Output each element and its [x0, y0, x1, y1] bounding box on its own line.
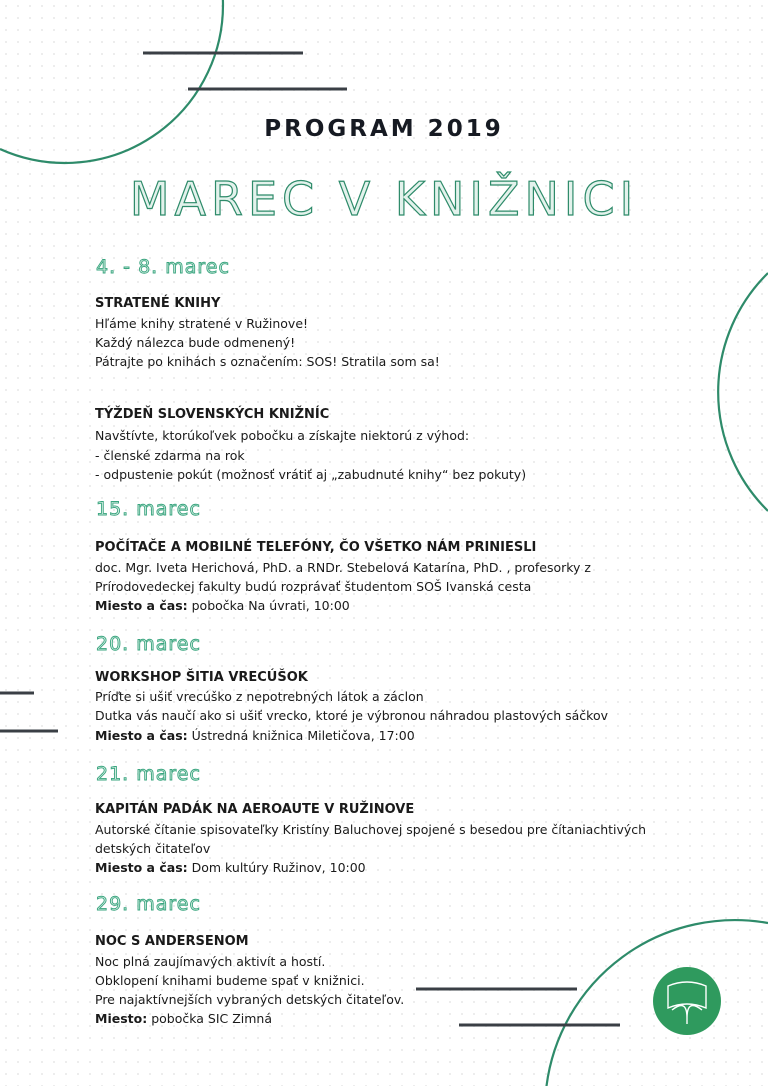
program-year-heading: PROGRAM 2019	[264, 116, 504, 142]
event-description-line: detských čitateľov	[95, 841, 211, 856]
event-description-line: Prírodovedeckej fakulty budú rozprávať študentom SOŠ Ivanská cesta	[95, 579, 532, 594]
book-plant-icon	[653, 967, 721, 1035]
place-label: Miesto a čas:	[95, 598, 188, 613]
event-description-line: - odpustenie pokút (možnosť vrátiť aj „zabudnuté knihy“ bez pokuty)	[95, 467, 527, 482]
section-date: 4. - 8. marec	[96, 256, 230, 278]
event-description-line: Dutka vás naučí ako si ušiť vrecko, ktoré je výbronou náhradou plastových sáčkov	[95, 708, 609, 723]
event-description-line: Navštívte, ktorúkoľvek pobočku a získajte niektorú z výhod:	[95, 428, 470, 443]
place-value: pobočka Na úvrati, 10:00	[187, 598, 350, 613]
event-description-line: Pátrajte po knihách s označením: SOS! Stratila som sa!	[95, 354, 440, 369]
event-place	[95, 860, 366, 875]
event-description-line: Každý nálezca bude odmenený!	[95, 335, 296, 350]
event-description-line: Hľáme knihy stratené v Ružinove!	[95, 316, 309, 331]
place-value: pobočka SIC Zimná	[147, 1011, 272, 1026]
place-value: Dom kultúry Ružinov, 10:00	[187, 860, 366, 875]
event-title: POČÍTAČE A MOBILNÉ TELEFÓNY, ČO VŠETKO NÁM PRINIESLI	[95, 540, 537, 555]
event-title: STRATENÉ KNIHY	[95, 296, 221, 311]
event-title: KAPITÁN PADÁK NA AEROAUTE V RUŽINOVE	[95, 802, 415, 817]
event-title: NOC S ANDERSENOM	[95, 934, 249, 949]
event-description-line: Autorské čítanie spisovateľky Kristíny Baluchovej spojené s besedou pre čítaniachtivých	[95, 822, 647, 837]
section-date: 21. marec	[96, 763, 201, 785]
place-label: Miesto:	[95, 1011, 148, 1026]
event-title: TÝŽDEŇ SLOVENSKÝCH KNIŽNÍC	[95, 407, 330, 422]
section-date: 20. marec	[96, 633, 201, 655]
event-place	[95, 1011, 272, 1026]
page-title: MAREC V KNIŽNICI	[129, 172, 639, 226]
place-label: Miesto a čas:	[95, 860, 188, 875]
section-date: 29. marec	[96, 893, 201, 915]
event-description-line: Príďte si ušiť vrecúško z nepotrebných látok a záclon	[95, 689, 424, 704]
section-date: 15. marec	[96, 498, 201, 520]
event-description-line: - členské zdarma na rok	[95, 448, 245, 463]
event-description-line: Obklopení knihami budeme spať v knižnici.	[95, 973, 365, 988]
event-description-line: doc. Mgr. Iveta Herichová, PhD. a RNDr. Stebelová Katarína, PhD. , profesorky z	[95, 560, 591, 575]
event-place	[95, 728, 415, 743]
event-description-line: Noc plná zaujímavých aktivít a hostí.	[95, 954, 326, 969]
place-label: Miesto a čas:	[95, 728, 188, 743]
event-description-line: Pre najaktívnejších vybraných detských čitateľov.	[95, 992, 405, 1007]
place-value: Ústredná knižnica Miletičova, 17:00	[187, 728, 415, 743]
event-title: WORKSHOP ŠITIA VRECÚŠOK	[95, 670, 308, 685]
event-place	[95, 598, 350, 613]
arc-right	[718, 273, 768, 511]
